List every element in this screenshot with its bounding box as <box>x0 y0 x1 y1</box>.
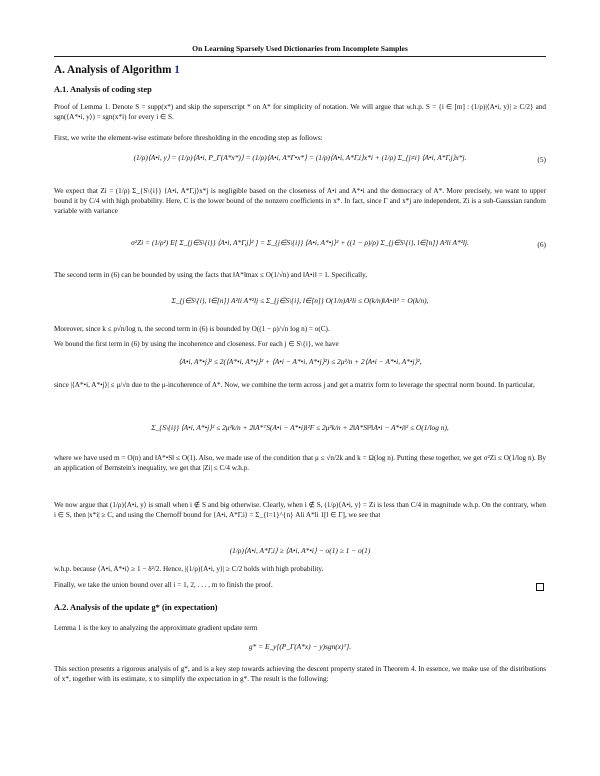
paragraph-spectral: since |⟨A*•i, A*•j⟩| ≤ μ/√n due to the μ-incoherence of A*. Now, we combine the term across j and get a matrix form to leverage the spectral norm bound. In particular, <box>54 381 535 389</box>
equation-incoherence: ⟨A•i, A*•j⟩² ≤ 2(⟨A*•i, A*•j⟩² + ⟨A•i − A*•i, A*•j⟩²) ≤ 2μ²/n + 2⟨A•i − A*•i, A*•j⟩², <box>178 357 422 366</box>
paragraph-first-term: We bound the first term in (6) by using the incoherence and closeness. For each j ∈ S\{i}, we have <box>54 340 339 348</box>
paragraph-proof-intro: Proof of Lemma 1. Denote S = supp(x*) and skip the superscript * on A* for simplicity of notation. We will argue that w.h.p. S = {i ∈ [m] : (1/ρ)|⟨A•i, y⟩| ≥ C/2} and sgn(⟨A*•i, y⟩) = sgn(x*i) for every i ∈ S. <box>54 103 546 122</box>
paragraph-whp: w.h.p. because ⟨A•i, A*•i⟩ ≥ 1 − δ²/2. Hence, |(1/ρ)⟨A•i, y⟩| ≥ C/2 holds with high probability. <box>54 565 324 573</box>
equation-second-term-bound: Σ_{j∈S\{i}, l∈[n]} A²li A*²lj ≤ Σ_{j∈S\{i}, l∈[n]} O(1/n)A²li ≤ O(k/n)‖A•i‖² = O(k/n), <box>171 296 429 305</box>
paragraph-conditions: where we have used m = O(n) and ‖A*•S‖ ≤ O(1). Also, we made use of the condition that μ ≤ √n/2k and k = Ω(log n). Putting these together, we get σ²Zi ≤ O(1/log n). By an application of Bernstein's inequality, we get that |Zi| ≤ C/4 w.h.p. <box>54 454 546 473</box>
paragraph-small-big: We now argue that (1/ρ)⟨A•i, y⟩ is small when i ∉ S and big otherwise. Clearly, when i ∉ S, (1/ρ)⟨A•i, y⟩ = Zi is less than C/4 in magnitude w.h.p. On the contrary, when i ∈ S, then |x*i| ≥ C, and using the Chernoff bound for ⟨A•i, A*Γ,i⟩ = Σ_{l=1}^{n} Ali A*li 1[l ∈ Γ], we see that <box>54 501 546 520</box>
paragraph-elementwise: First, we write the element-wise estimate before thresholding in the encoding step as follows: <box>54 134 323 142</box>
section-label: A. Analysis of Algorithm <box>54 64 172 76</box>
equation-chernoff: (1/ρ)⟨A•i, A*Γ,i⟩ ≥ ⟨A•i, A*•i⟩ − o(1) ≥ 1 − o(1) <box>229 546 371 555</box>
equation-5: (1/ρ)⟨A•i, y⟩ = (1/ρ)⟨A•i, P_Γ(A*x*)⟩ = (1/ρ)⟨A•i, A*Γ•x*⟩ = (1/ρ)⟨A•i, A*Γ,i⟩x*i + (1/ρ) Σ_{j≠i} ⟨A•i, A*Γ,j⟩x*j. <box>133 153 467 162</box>
equation-5-number: (5) <box>537 155 546 164</box>
running-head: On Learning Sparsely Used Dictionaries from Incomplete Samples <box>54 44 546 57</box>
paragraph-moreover: Moreover, since k ≤ ρ√n/log n, the second term in (6) is bounded by O((1 − ρ)/√n log n) = o(C). <box>54 325 330 333</box>
section-heading <box>54 64 180 76</box>
equation-6-number: (6) <box>537 240 546 249</box>
paragraph-negligible: We expect that Zi = (1/ρ) Σ_{S\{i}} ⟨A•i, A*Γ,j⟩x*j is negligible based on the closeness of A•i and A*•i and the democracy of A*. More precisely, we want to upper bound it by C/4 with high probability. Here, C is the lower bound of the nonzero coefficients in x*. In fact, since Γ and x*j are independent, Zi is a sub-Gaussian random variable with variance <box>54 187 546 216</box>
paragraph-section-intro: This section presents a rigorous analysis of g*, and is a key step towards achieving the descent property stated in Theorem 4. In essence, we make use of the distributions of x*, together with its estimate, x to simplify the expectation in g*. The result is the following: <box>54 665 546 684</box>
paragraph-union-bound: Finally, we take the union bound over all i = 1, 2, . . . , m to finish the proof. <box>54 581 273 589</box>
algorithm-ref[interactable]: 1 <box>174 64 180 76</box>
paragraph-second-term: The second term in (6) can be bounded by using the facts that ‖A*‖max ≤ O(1/√n) and ‖A•i‖ = 1. Specifically, <box>54 271 368 279</box>
equation-6: σ²Zi = (1/ρ²) E[ Σ_{j∈S\{i}} ⟨A•i, A*Γ,j⟩² ] = Σ_{j∈S\{i}} ⟨A•i, A*•j⟩² + ((1 − ρ)/ρ) Σ_{j∈S\{i}, l∈[n]} A²li A*²lj. <box>131 238 469 247</box>
paragraph-lemma-key: Lemma 1 is the key to analyzing the approximate gradient update term <box>54 624 258 632</box>
equation-matrix-bound: Σ_{S\{i}} ⟨A•i, A*•j⟩² ≤ 2μ²k/n + 2‖A*ᵀS(A•i − A*•i)‖²F ≤ 2μ²k/n + 2‖A*S‖²‖A•i − A*•i‖² ≤ O(1/log n), <box>151 423 449 432</box>
equation-gradient-update: g* = E_y[(P_Γ(A*x) − y)sgn(x)ᵀ]. <box>248 642 352 651</box>
qed-box <box>536 583 544 591</box>
subsection-heading-coding: A.1. Analysis of coding step <box>54 85 152 94</box>
subsection-heading-update: A.2. Analysis of the update g* (in expectation) <box>54 603 218 612</box>
